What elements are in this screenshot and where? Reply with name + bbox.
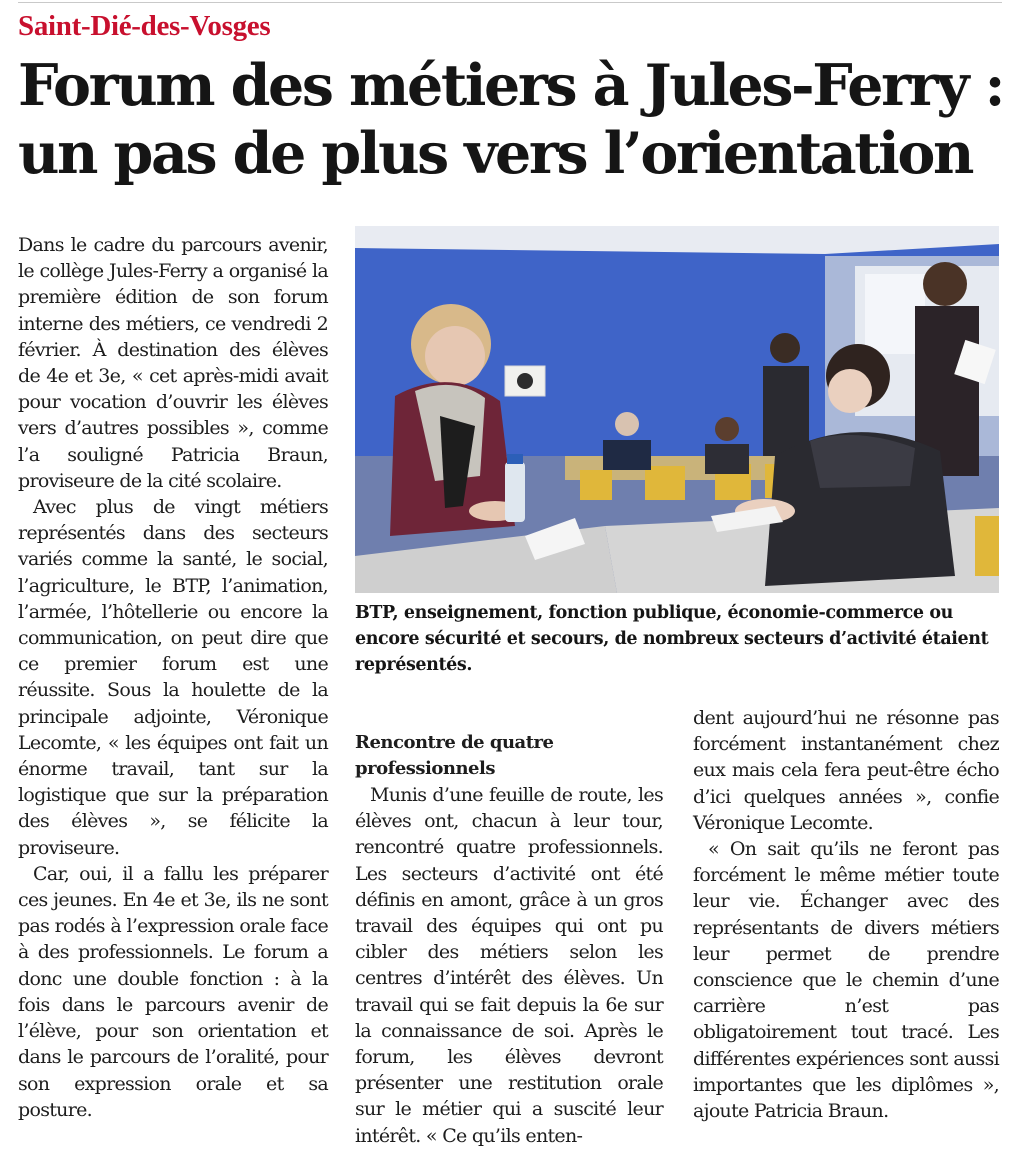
- headline: [18, 52, 1008, 188]
- article-column-3: [693, 705, 999, 1124]
- section-subhead: Rencontre de quatre professionnels: [355, 732, 554, 779]
- article-column-1: [18, 232, 328, 1123]
- paragraph: « On sait qu’ils ne feront pas forcément le même métier toute leur vie. Échanger avec des représentants de divers métiers leur permet de prendre conscience que le chemin d’une carrière n’est pas obligatoirement tout tracé. Les différentes expériences sont aussi importantes que les diplômes », ajoute Patricia Braun.: [693, 838, 999, 1123]
- headline-line-2: un pas de plus vers l’orientation: [18, 120, 973, 187]
- paragraph: Avec plus de vingt métiers représentés dans des secteurs variés comme la santé, le social, l’agriculture, le BTP, l’animation, l’armée, l’hôtellerie ou encore la communication, on peut dire que ce premier forum est une réussite. Sous la houlette de la principale adjointe, Véronique Lecomte, « les équipes ont fait un énorme travail, tant sur la logistique que sur la préparation des élèves », se félicite la proviseure.: [18, 496, 328, 859]
- article-photo: [355, 226, 999, 593]
- paragraph: Car, oui, il a fallu les préparer ces jeunes. En 4e et 3e, ils ne sont pas rodés à l’expression orale face à des professionnels. Le forum a donc une double fonction : à la fois dans le parcours avenir de l’élève, pour son orientation et dans le parcours de l’oralité, pour son expression orale et sa posture.: [18, 862, 328, 1121]
- paragraph: Munis d’une feuille de route, les élèves ont, chacun à leur tour, rencontré quatre professionnels. Les secteurs d’activité ont été définis en amont, grâce à un gros travail des équipes qui ont pu cibler des métiers selon les centres d’intérêt des élèves. Un travail qui se fait depuis la 6e sur la connaissance de soi. Après le forum, les élèves devront présenter une restitution orale sur le métier qui a suscité leur intérêt. « Ce qu’ils enten-: [355, 784, 663, 1147]
- paragraph: Dans le cadre du parcours avenir, le collège Jules-Ferry a organisé la première édition de son forum interne des métiers, ce vendredi 2 février. À destination des élèves de 4e et 3e, « cet après-midi avait pour vocation d’ouvrir les élèves vers d’autres possibles », comme l’a souligné Patricia Braun, proviseure de la cité scolaire.: [18, 234, 328, 492]
- photo-caption: BTP, enseignement, fonction publique, économie-commerce ou encore sécurité et secours, de nombreux secteurs d’activité étaient représentés.: [355, 603, 989, 675]
- section-kicker: Saint-Dié-des-Vosges: [18, 10, 271, 42]
- article-column-2: [355, 782, 663, 1149]
- headline-line-1: Forum des métiers à Jules-Ferry :: [18, 52, 1004, 119]
- top-rule: [18, 2, 1002, 3]
- classroom-photo-illustration: [355, 226, 999, 593]
- paragraph: dent aujourd’hui ne résonne pas forcément instantanément chez eux mais cela fera peut-être écho d’ici quelques années », confie Véronique Lecomte.: [693, 707, 999, 834]
